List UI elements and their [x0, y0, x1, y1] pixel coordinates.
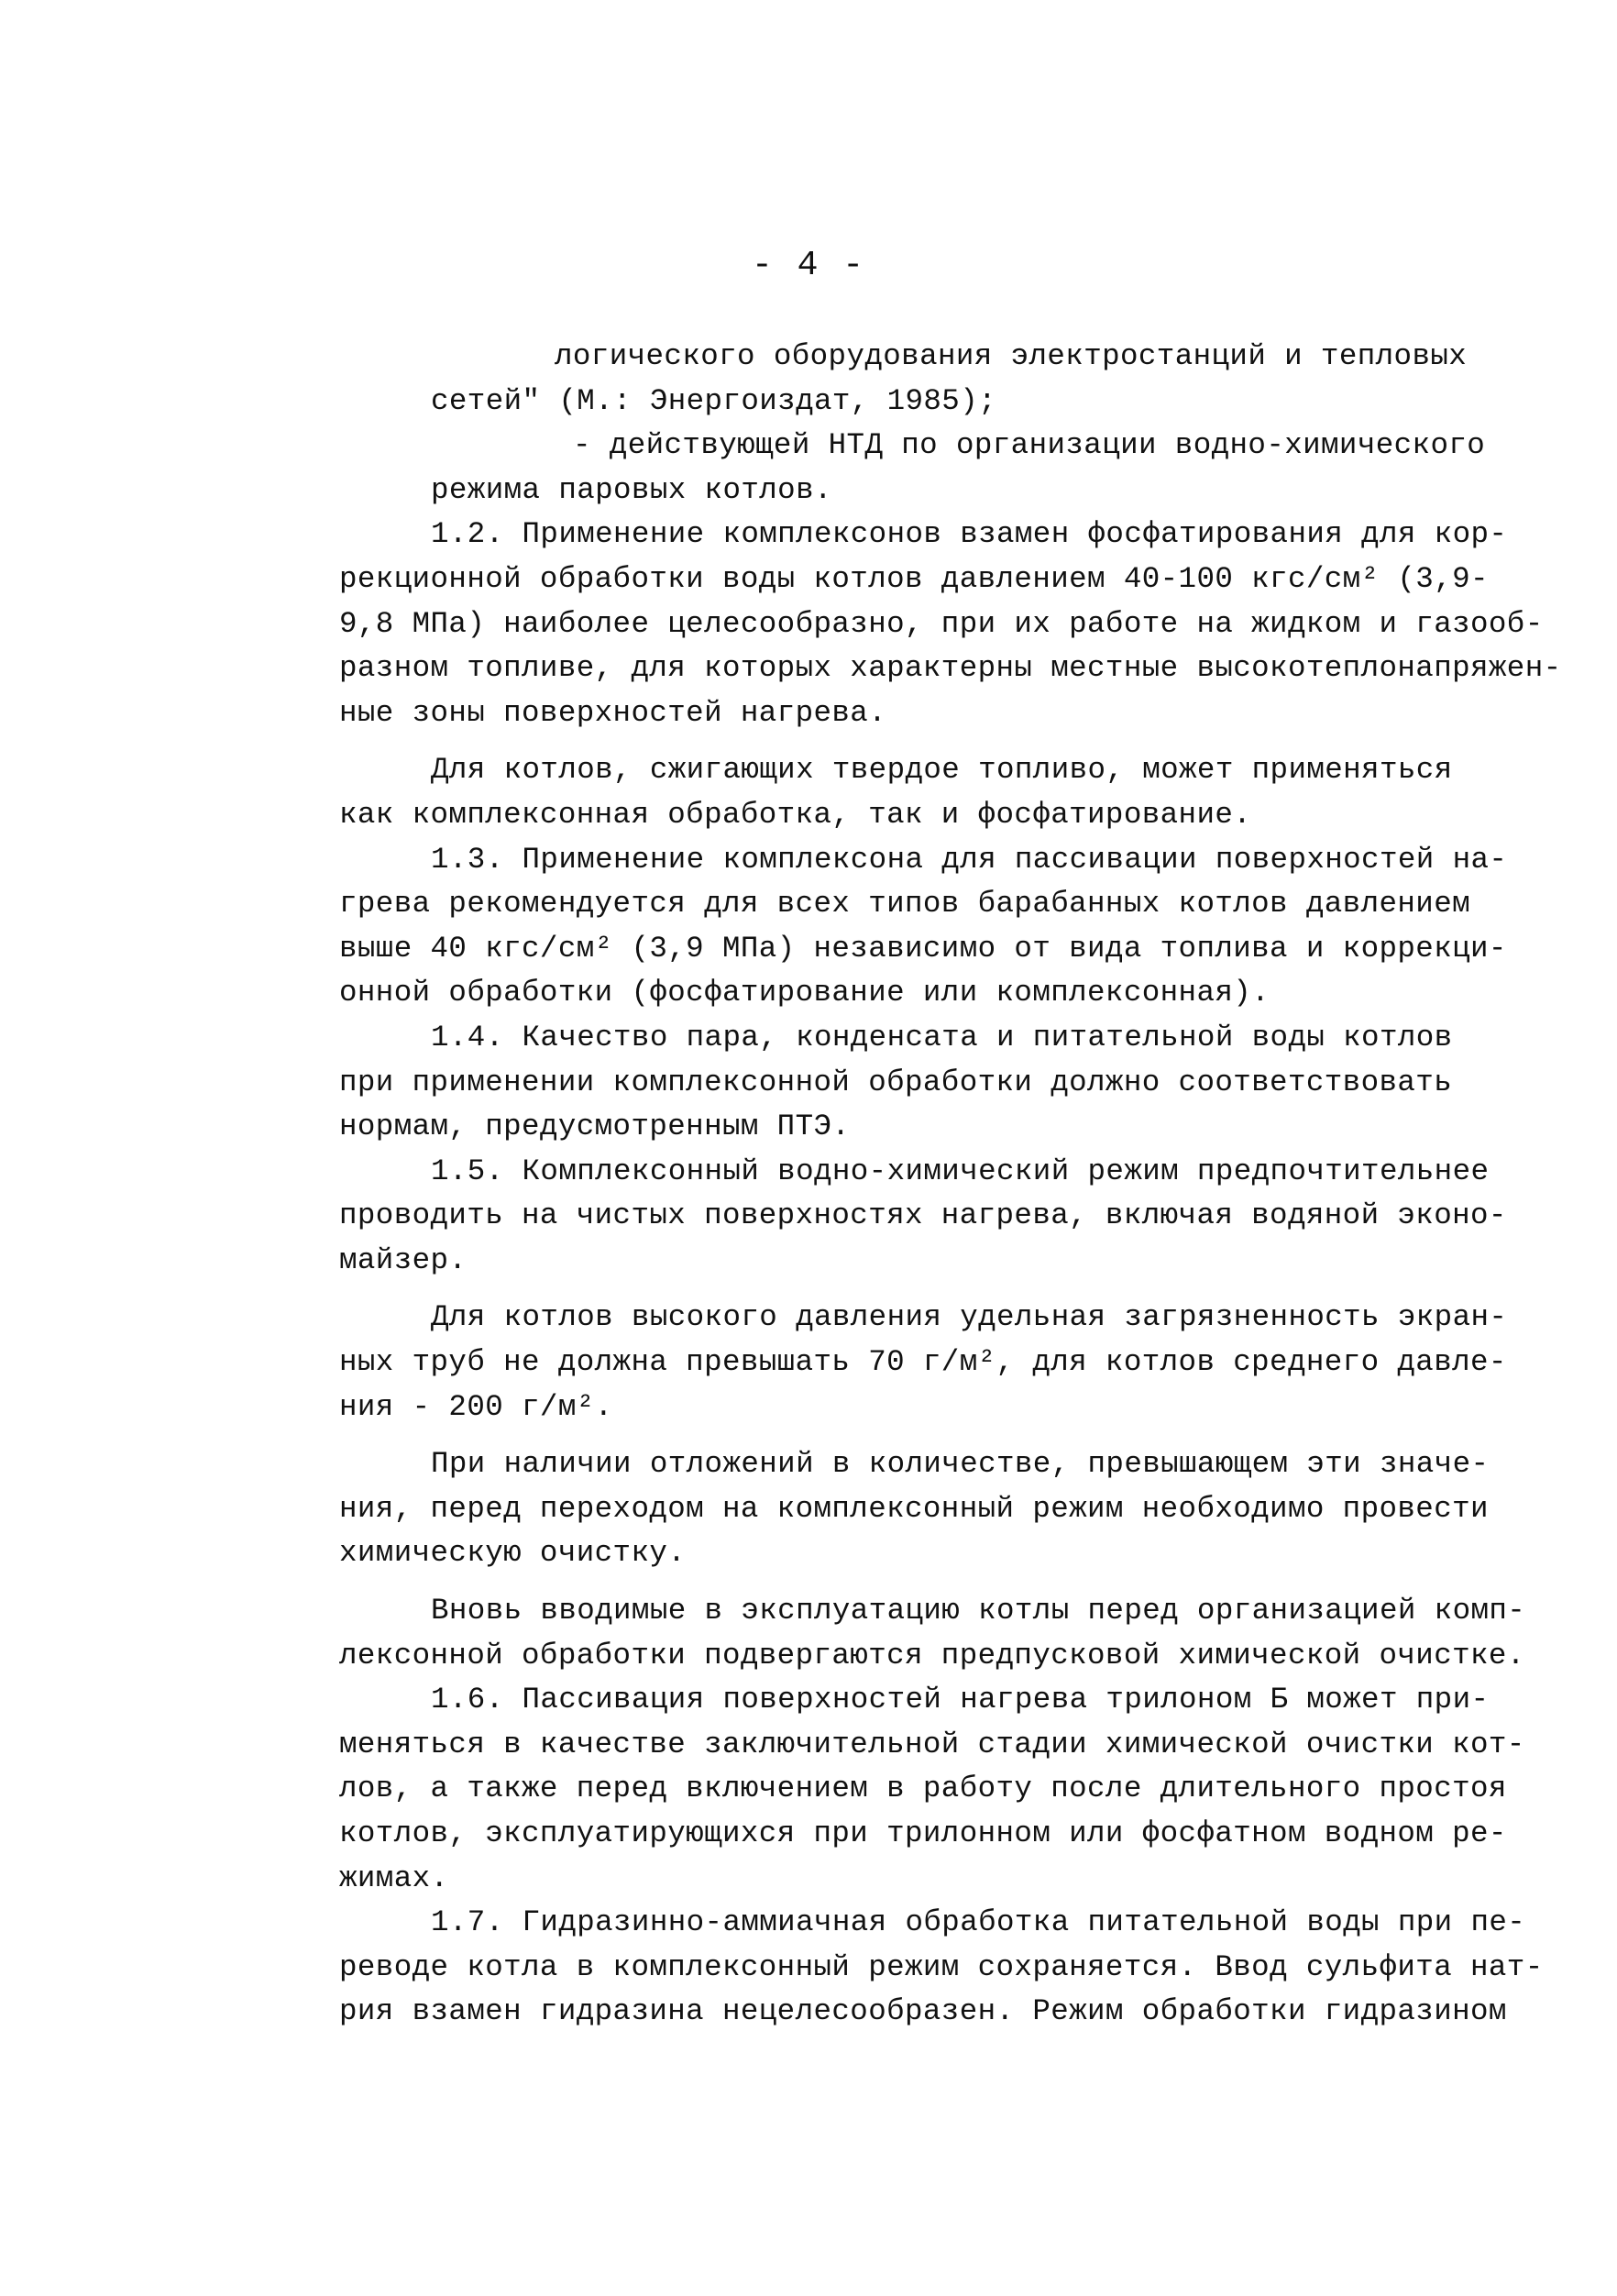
text-line: онной обработки (фосфатирование или комплексонная). — [339, 976, 1270, 1010]
text-line: ния - 200 г/м². — [339, 1389, 613, 1424]
text-line: при применении комплексонной обработки должно соответствовать — [339, 1065, 1453, 1099]
text-line: рекционной обработки воды котлов давлением 40-100 кгс/см² (3,9- — [339, 561, 1489, 596]
text-line: логического оборудования электростанций и тепловых — [555, 339, 1468, 373]
text-line: проводить на чистых поверхностях нагрева, включая водяной эконо- — [339, 1198, 1507, 1233]
text-line: как комплексонная обработка, так и фосфатирование. — [339, 797, 1252, 832]
text-line: Вновь вводимые в эксплуатацию котлы перед организацией комп- — [431, 1594, 1526, 1628]
text-line: ных труб не должна превышать 70 г/м², для котлов среднего давле- — [339, 1345, 1507, 1380]
text-line: нормам, предусмотренным ПТЭ. — [339, 1109, 851, 1144]
text-line: майзер. — [339, 1242, 468, 1277]
body-text — [339, 335, 1562, 2035]
paragraph-1-4-line: 1.4. Качество пара, конденсата и питательной воды котлов — [431, 1020, 1453, 1054]
text-line: жимах. — [339, 1860, 449, 1895]
text-line: 9,8 МПа) наиболее целесообразно, при их работе на жидком и газооб- — [339, 606, 1544, 641]
text-line: Для котлов, сжигающих твердое топливо, может применяться — [431, 753, 1453, 788]
paragraph-1-5-line: 1.5. Комплексонный водно-химический режим предпочтительнее — [431, 1154, 1490, 1188]
text-line: - действующей НТД по организации водно-химического — [573, 428, 1486, 463]
text-line: При наличии отложений в количестве, превышающем эти значе- — [431, 1447, 1490, 1482]
paragraph-1-2-line: 1.2. Применение комплексонов взамен фосфатирования для кор- — [431, 517, 1508, 552]
page-number: - 4 - — [751, 246, 866, 285]
text-line: лов, а также перед включением в работу после длительного простоя — [339, 1772, 1507, 1806]
paragraph-1-7-line: 1.7. Гидразинно-аммиачная обработка питательной воды при пе- — [431, 1905, 1526, 1940]
text-line: ные зоны поверхностей нагрева. — [339, 695, 887, 730]
text-line: грева рекомендуется для всех типов барабанных котлов давлением — [339, 887, 1470, 922]
text-line: Для котлов высокого давления удельная загрязненность экран- — [431, 1300, 1508, 1335]
text-line: реводе котла в комплексонный режим сохраняется. Ввод сульфита нат- — [339, 1949, 1544, 1984]
paragraph-1-3-line: 1.3. Применение комплексона для пассивации поверхностей на- — [431, 842, 1508, 877]
text-line: лексонной обработки подвергаются предпусковой химической очистке. — [339, 1638, 1525, 1672]
text-line: котлов, эксплуатирующихся при трилонном или фосфатном водном ре- — [339, 1816, 1507, 1850]
text-line: рия взамен гидразина нецелесообразен. Режим обработки гидразином — [339, 1994, 1507, 2029]
text-line: выше 40 кгс/см² (3,9 МПа) независимо от вида топлива и коррекци- — [339, 931, 1507, 966]
text-line: сетей" (М.: Энергоиздат, 1985); — [431, 383, 996, 418]
text-line: меняться в качестве заключительной стадии химической очистки кот- — [339, 1727, 1525, 1761]
text-line: разном топливе, для которых характерны местные высокотеплонапряжен- — [339, 651, 1562, 686]
text-line: ния, перед переходом на комплексонный режим необходимо провести — [339, 1491, 1489, 1526]
text-line: химическую очистку. — [339, 1536, 687, 1571]
text-line: режима паровых котлов. — [431, 472, 832, 507]
paragraph-1-6-line: 1.6. Пассивация поверхностей нагрева трилоном Б может при- — [431, 1683, 1490, 1717]
